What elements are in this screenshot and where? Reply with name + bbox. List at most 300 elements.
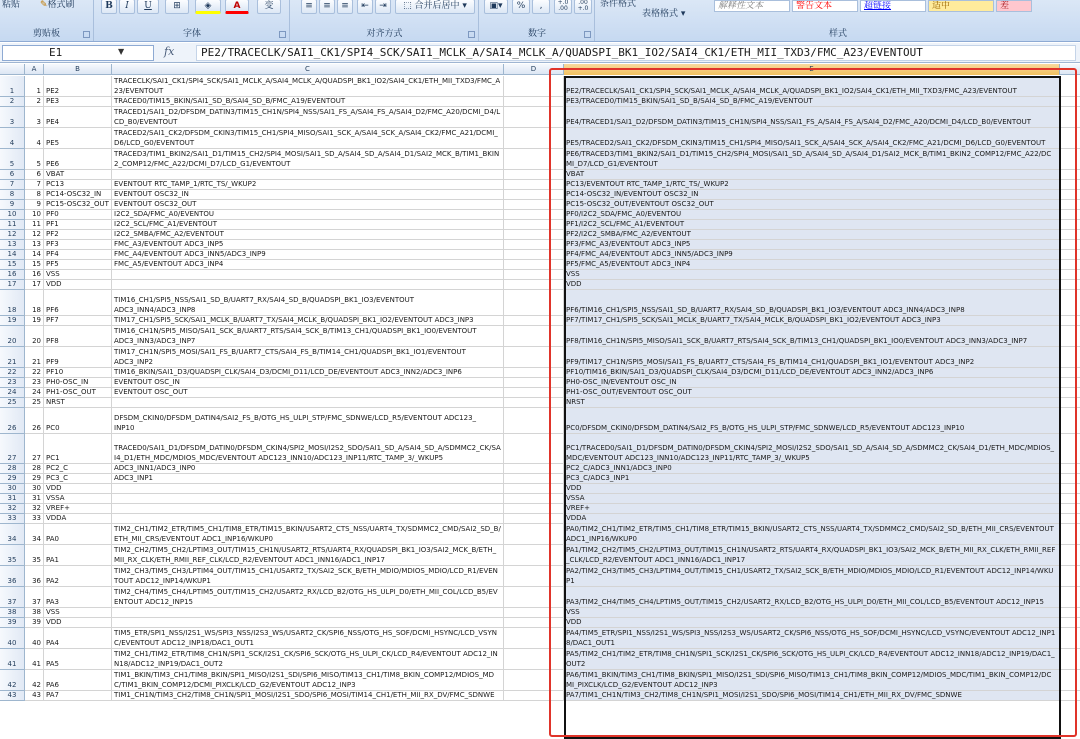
cell-e[interactable]: PA2/TIM2_CH3/TIM5_CH3/LPTIM4_OUT/TIM15_CH1/USART2_TX/SAI2_SCK_B/ETH_MDIO/MDIOS_MDIO/LCD_R1/EVENTOUT ADC12_INP14/WKUP1 [564,566,1060,587]
row-header[interactable]: 18 [0,290,25,316]
style-neutral[interactable]: 适中 [928,0,994,12]
row-header[interactable]: 23 [0,378,25,388]
alignment-launcher-icon[interactable] [468,31,475,38]
cell-b[interactable]: VDD [44,484,112,494]
cell-f[interactable] [1060,484,1080,494]
cell-a[interactable]: 37 [25,587,44,608]
cell-b[interactable]: NRST [44,398,112,408]
cell-d[interactable] [504,608,564,618]
number-launcher-icon[interactable] [584,31,591,38]
cell-d[interactable] [504,494,564,504]
cell-b[interactable]: PH1-OSC_OUT [44,388,112,398]
increase-decimal-button[interactable]: +.0 .00 [554,0,572,14]
row-header[interactable]: 21 [0,347,25,368]
cell-a[interactable]: 26 [25,408,44,434]
cell-c[interactable] [112,170,504,180]
cell-f[interactable] [1060,230,1080,240]
cell-e[interactable]: PC3_C/ADC3_INP1 [564,474,1060,484]
cell-e[interactable]: PF2/I2C2_SMBA/FMC_A2/EVENTOUT [564,230,1060,240]
cell-e[interactable]: PC13/EVENTOUT RTC_TAMP_1/RTC_TS/_WKUP2 [564,180,1060,190]
name-box[interactable]: E1 [2,45,154,61]
cell-c[interactable]: FMC_A5/EVENTOUT ADC3_INP4 [112,260,504,270]
cell-b[interactable]: PA5 [44,649,112,670]
cell-b[interactable]: PF7 [44,316,112,326]
cell-f[interactable] [1060,608,1080,618]
cell-a[interactable]: 16 [25,270,44,280]
cell-d[interactable] [504,368,564,378]
cell-d[interactable] [504,474,564,484]
cell-f[interactable] [1060,474,1080,484]
row-header[interactable]: 41 [0,649,25,670]
cell-b[interactable]: PE4 [44,107,112,128]
cell-a[interactable]: 15 [25,260,44,270]
cell-a[interactable]: 4 [25,128,44,149]
cell-c[interactable]: TIM2_CH2/TIM5_CH2/LPTIM3_OUT/TIM15_CH1N/USART2_RTS/UART4_RX/QUADSPI_BK1_IO3/SAI2_MCK_B/ETH_MII_RX_CLK/ETH_RMII_REF_CLK/LCD_R2/EVENTOUT ADC1_INN16/ADC1_INP17 [112,545,504,566]
row-header[interactable]: 16 [0,270,25,280]
cell-f[interactable] [1060,200,1080,210]
cell-b[interactable]: PA0 [44,524,112,545]
cell-d[interactable] [504,270,564,280]
formula-input[interactable]: PE2/TRACECLK/SAI1_CK1/SPI4_SCK/SAI1_MCLK_A/SAI4_MCLK_A/QUADSPI_BK1_IO2/SAI4_CK1/ETH_MII_TXD3/FMC_A23/EVENTOUT [196,45,1076,61]
cell-d[interactable] [504,504,564,514]
clipboard-launcher-icon[interactable] [83,31,90,38]
cell-f[interactable] [1060,504,1080,514]
decrease-decimal-button[interactable]: .00 +.0 [574,0,592,14]
cell-e[interactable]: PE2/TRACECLK/SAI1_CK1/SPI4_SCK/SAI1_MCLK_A/SAI4_MCLK_A/QUADSPI_BK1_IO2/SAI4_CK1/ETH_MII_TXD3/FMC_A23/EVENTOUT [564,76,1060,97]
cell-a[interactable]: 24 [25,388,44,398]
align-center-button[interactable] [319,0,335,14]
cell-a[interactable]: 32 [25,504,44,514]
cell-e[interactable]: VDD [564,280,1060,290]
cell-a[interactable]: 11 [25,220,44,230]
cell-e[interactable]: VDD [564,484,1060,494]
cell-d[interactable] [504,691,564,701]
cell-b[interactable]: PA6 [44,670,112,691]
cell-b[interactable]: VSS [44,608,112,618]
cell-f[interactable] [1060,240,1080,250]
cell-c[interactable] [112,280,504,290]
cell-e[interactable]: VREF+ [564,504,1060,514]
cell-c[interactable] [112,484,504,494]
cell-f[interactable] [1060,326,1080,347]
cell-e[interactable]: PA6/TIM1_BKIN/TIM3_CH1/TIM8_BKIN/SPI1_MISO/I2S1_SDI/SPI6_MISO/TIM13_CH1/TIM8_BKIN_COMP12/MDIOS_MDC/TIM1_BKIN_COMP12/DCMI_PIXCLK/LCD_G2/EVENTOUT ADC12_INP3 [564,670,1060,691]
currency-button[interactable] [484,0,508,14]
cell-f[interactable] [1060,190,1080,200]
cell-c[interactable]: TIM1_CH1N/TIM3_CH2/TIM8_CH1N/SPI1_MOSI/I2S1_SDO/SPI6_MOSI/TIM14_CH1/ETH_MII_RX_DV/FMC_SDNWE [112,691,504,701]
cell-a[interactable]: 2 [25,97,44,107]
cell-c[interactable]: EVENTOUT OSC_IN [112,378,504,388]
cell-a[interactable]: 23 [25,378,44,388]
cell-e[interactable]: VSS [564,270,1060,280]
paste-button[interactable]: 粘贴 [2,0,21,10]
cell-c[interactable]: TRACED1/SAI1_D2/DFSDM_DATIN3/TIM15_CH1N/SPI4_NSS/SAI1_FS_A/SAI4_FS_A/SAI4_D2/FMC_A20/DCMI_D4/LCD_B0/EVENTOUT [112,107,504,128]
cell-a[interactable]: 9 [25,200,44,210]
align-right-button[interactable] [337,0,353,14]
format-painter-button[interactable]: ✎格式刷 [40,0,75,10]
cell-c[interactable]: TIM16_BKIN/SAI1_D3/QUADSPI_CLK/SAI4_D3/DCMI_D11/LCD_DE/EVENTOUT ADC3_INN2/ADC3_INP6 [112,368,504,378]
cell-a[interactable]: 25 [25,398,44,408]
cell-f[interactable] [1060,649,1080,670]
row-header[interactable]: 9 [0,200,25,210]
cell-a[interactable]: 40 [25,628,44,649]
column-header-b[interactable]: B [44,64,112,75]
cell-c[interactable]: TIM2_CH3/TIM5_CH3/LPTIM4_OUT/TIM15_CH1/USART2_TX/SAI2_SCK_B/ETH_MDIO/MDIOS_MDIO/LCD_R1/EVENTOUT ADC12_INP14/WKUP1 [112,566,504,587]
cell-b[interactable]: PF2 [44,230,112,240]
cell-d[interactable] [504,128,564,149]
row-header[interactable]: 20 [0,326,25,347]
cell-f[interactable] [1060,494,1080,504]
style-link[interactable]: 超链接 [860,0,926,12]
style-explanatory[interactable]: 解释性文本 [714,0,790,12]
cell-d[interactable] [504,170,564,180]
cell-e[interactable]: PF0/I2C2_SDA/FMC_A0/EVENTOU [564,210,1060,220]
cell-e[interactable]: PC14-OSC32_IN/EVENTOUT OSC32_IN [564,190,1060,200]
cell-b[interactable]: PF10 [44,368,112,378]
cell-b[interactable]: PF6 [44,290,112,316]
cell-e[interactable]: PF5/FMC_A5/EVENTOUT ADC3_INP4 [564,260,1060,270]
cell-d[interactable] [504,326,564,347]
row-header[interactable]: 6 [0,170,25,180]
cell-e[interactable]: VBAT [564,170,1060,180]
cell-b[interactable]: PA2 [44,566,112,587]
cell-f[interactable] [1060,378,1080,388]
select-all-corner[interactable] [0,64,25,75]
cell-b[interactable]: VSSA [44,494,112,504]
row-header[interactable]: 33 [0,514,25,524]
cell-a[interactable]: 7 [25,180,44,190]
row-header[interactable]: 39 [0,618,25,628]
cell-c[interactable]: TIM17_CH1N/SPI5_MOSI/SAI1_FS_B/UART7_CTS/SAI4_FS_B/TIM14_CH1/QUADSPI_BK1_IO1/EVENTOUT ADC3_INP2 [112,347,504,368]
cell-a[interactable]: 10 [25,210,44,220]
cell-d[interactable] [504,408,564,434]
cell-e[interactable]: PA0/TIM2_CH1/TIM2_ETR/TIM5_CH1/TIM8_ETR/TIM15_BKIN/USART2_CTS_NSS/UART4_TX/SDMMC2_CMD/SAI2_SD_B/ETH_MII_CRS/EVENTOUT ADC1_INP16/WKUP0 [564,524,1060,545]
cell-c[interactable]: EVENTOUT OSC32_OUT [112,200,504,210]
cell-f[interactable] [1060,170,1080,180]
bold-button[interactable]: B [101,0,117,14]
cell-d[interactable] [504,524,564,545]
cell-f[interactable] [1060,250,1080,260]
cell-d[interactable] [504,587,564,608]
cell-b[interactable]: PF3 [44,240,112,250]
cell-c[interactable]: TRACED0/TIM15_BKIN/SAI1_SD_B/SAI4_SD_B/FMC_A19/EVENTOUT [112,97,504,107]
cell-f[interactable] [1060,587,1080,608]
cell-c[interactable]: I2C2_SDA/FMC_A0/EVENTOU [112,210,504,220]
cell-c[interactable]: EVENTOUT RTC_TAMP_1/RTC_TS/_WKUP2 [112,180,504,190]
cell-b[interactable]: PH0-OSC_IN [44,378,112,388]
cell-c[interactable]: EVENTOUT OSC32_IN [112,190,504,200]
cell-f[interactable] [1060,260,1080,270]
row-header[interactable]: 2 [0,97,25,107]
cell-d[interactable] [504,484,564,494]
row-header[interactable]: 12 [0,230,25,240]
cell-f[interactable] [1060,628,1080,649]
cell-c[interactable]: I2C2_SMBA/FMC_A2/EVENTOUT [112,230,504,240]
cell-f[interactable] [1060,670,1080,691]
row-header[interactable]: 11 [0,220,25,230]
row-header[interactable]: 43 [0,691,25,701]
cell-c[interactable]: ADC3_INN1/ADC3_INP0 [112,464,504,474]
cell-c[interactable] [112,618,504,628]
row-header[interactable]: 15 [0,260,25,270]
cell-d[interactable] [504,464,564,474]
row-header[interactable]: 30 [0,484,25,494]
cell-b[interactable]: PC3_C [44,474,112,484]
cell-a[interactable]: 3 [25,107,44,128]
row-header[interactable]: 40 [0,628,25,649]
cell-a[interactable]: 41 [25,649,44,670]
cell-c[interactable]: TIM17_CH1/SPI5_SCK/SAI1_MCLK_B/UART7_TX/SAI4_MCLK_B/QUADSPI_BK1_IO2/EVENTOUT ADC3_INP3 [112,316,504,326]
cell-a[interactable]: 8 [25,190,44,200]
cell-b[interactable]: PF0 [44,210,112,220]
row-header[interactable]: 34 [0,524,25,545]
cell-f[interactable] [1060,524,1080,545]
cell-b[interactable]: VSS [44,270,112,280]
cell-a[interactable]: 19 [25,316,44,326]
cell-a[interactable]: 27 [25,434,44,464]
cell-a[interactable]: 30 [25,484,44,494]
cell-e[interactable]: PE4/TRACED1/SAI1_D2/DFSDM_DATIN3/TIM15_CH1N/SPI4_NSS/SAI1_FS_A/SAI4_FS_A/SAI4_D2/FMC_A20/DCMI_D4/LCD_B0/EVENTOUT [564,107,1060,128]
row-header[interactable]: 7 [0,180,25,190]
cell-d[interactable] [504,260,564,270]
cell-e[interactable]: PC15-OSC32_OUT/EVENTOUT OSC32_OUT [564,200,1060,210]
cell-c[interactable]: TIM16_CH1/SPI5_NSS/SAI1_SD_B/UART7_RX/SAI4_SD_B/QUADSPI_BK1_IO3/EVENTOUT ADC3_INN4/ADC3_INP8 [112,290,504,316]
cell-e[interactable]: VDD [564,618,1060,628]
cell-a[interactable]: 35 [25,545,44,566]
cell-a[interactable]: 29 [25,474,44,484]
row-header[interactable]: 1 [0,76,25,97]
row-header[interactable]: 4 [0,128,25,149]
row-header[interactable]: 37 [0,587,25,608]
cell-d[interactable] [504,628,564,649]
column-header-c[interactable]: C [112,64,504,75]
cell-c[interactable]: FMC_A3/EVENTOUT ADC3_INP5 [112,240,504,250]
cell-a[interactable]: 17 [25,280,44,290]
cell-c[interactable]: TIM16_CH1N/SPI5_MISO/SAI1_SCK_B/UART7_RTS/SAI4_SCK_B/TIM13_CH1/QUADSPI_BK1_IO0/EVENTOUT ADC3_INN3/ADC3_INP7 [112,326,504,347]
cell-a[interactable]: 1 [25,76,44,97]
column-header-a[interactable]: A [25,64,44,75]
cell-b[interactable]: PE3 [44,97,112,107]
cell-f[interactable] [1060,464,1080,474]
cell-f[interactable] [1060,107,1080,128]
cell-c[interactable]: TRACED2/SAI1_CK2/DFSDM_CKIN3/TIM15_CH1/SPI4_MISO/SAI1_SCK_A/SAI4_SCK_A/SAI4_CK2/FMC_A21/DCMI_D6/LCD_G0/EVENTOUT [112,128,504,149]
cell-e[interactable]: PE6/TRACED3/TIM1_BKIN2/SAI1_D1/TIM15_CH2/SPI4_MOSI/SAI1_SD_A/SAI4_SD_A/SAI4_D1/SAI2_MCK_B/TIM1_BKIN2_COMP12/FMC_A22/DCMI_D7/LCD_G1/EVENTOUT [564,149,1060,170]
cell-e[interactable]: PF10/TIM16_BKIN/SAI1_D3/QUADSPI_CLK/SAI4_D3/DCMI_D11/LCD_DE/EVENTOUT ADC3_INN2/ADC3_INP6 [564,368,1060,378]
table-format-button[interactable]: 表格格式 ▾ [642,9,686,19]
row-header[interactable]: 14 [0,250,25,260]
cell-a[interactable]: 36 [25,566,44,587]
chevron-down-icon[interactable]: ▼ [118,47,125,56]
cell-a[interactable]: 6 [25,170,44,180]
cell-a[interactable]: 5 [25,149,44,170]
cell-d[interactable] [504,76,564,97]
cell-c[interactable] [112,504,504,514]
cell-a[interactable]: 12 [25,230,44,240]
cell-b[interactable]: PA4 [44,628,112,649]
cell-d[interactable] [504,220,564,230]
cell-f[interactable] [1060,398,1080,408]
cell-f[interactable] [1060,368,1080,378]
row-header[interactable]: 32 [0,504,25,514]
cell-f[interactable] [1060,149,1080,170]
cell-f[interactable] [1060,180,1080,190]
cell-b[interactable]: VDD [44,280,112,290]
cell-c[interactable]: TIM2_CH1/TIM2_ETR/TIM8_CH1N/SPI1_SCK/I2S1_CK/SPI6_SCK/OTG_HS_ULPI_CK/LCD_R4/EVENTOUT ADC12_INN18/ADC12_INP19/DAC1_OUT2 [112,649,504,670]
fill-color-button[interactable] [195,0,221,14]
italic-button[interactable]: I [119,0,135,14]
row-header[interactable]: 10 [0,210,25,220]
increase-indent-button[interactable] [375,0,391,14]
cell-a[interactable]: 31 [25,494,44,504]
cell-e[interactable]: PF9/TIM17_CH1N/SPI5_MOSI/SAI1_FS_B/UART7_CTS/SAI4_FS_B/TIM14_CH1/QUADSPI_BK1_IO1/EVENTOUT ADC3_INP2 [564,347,1060,368]
cell-d[interactable] [504,240,564,250]
cell-e[interactable]: PH1-OSC_OUT/EVENTOUT OSC_OUT [564,388,1060,398]
font-color-button[interactable]: A [225,0,249,14]
cell-b[interactable]: PC14-OSC32_IN [44,190,112,200]
align-left-button[interactable] [301,0,317,14]
cell-d[interactable] [504,388,564,398]
cell-b[interactable]: PF1 [44,220,112,230]
font-launcher-icon[interactable] [279,31,286,38]
column-header-e[interactable]: E [564,64,1060,75]
cell-f[interactable] [1060,128,1080,149]
cell-c[interactable]: TIM5_ETR/SPI1_NSS/I2S1_WS/SPI3_NSS/I2S3_WS/USART2_CK/SPI6_NSS/OTG_HS_SOF/DCMI_HSYNC/LCD_VSYNC/EVENTOUT ADC12_INP18/DAC1_OUT1 [112,628,504,649]
cell-f[interactable] [1060,434,1080,464]
cell-e[interactable]: PA7/TIM1_CH1N/TIM3_CH2/TIM8_CH1N/SPI1_MOSI/I2S1_SDO/SPI6_MOSI/TIM14_CH1/ETH_MII_RX_DV/FMC_SDNWE [564,691,1060,701]
style-warning[interactable]: 警告文本 [792,0,858,12]
row-header[interactable]: 3 [0,107,25,128]
cell-b[interactable]: PC15-OSC32_OUT [44,200,112,210]
cell-c[interactable] [112,494,504,504]
cell-c[interactable]: TRACECLK/SAI1_CK1/SPI4_SCK/SAI1_MCLK_A/SAI4_MCLK_A/QUADSPI_BK1_IO2/SAI4_CK1/ETH_MII_TXD3/FMC_A23/EVENTOUT [112,76,504,97]
cell-a[interactable]: 39 [25,618,44,628]
cell-b[interactable]: PC0 [44,408,112,434]
cell-c[interactable]: ADC3_INP1 [112,474,504,484]
cell-b[interactable]: PC2_C [44,464,112,474]
cell-a[interactable]: 22 [25,368,44,378]
cell-e[interactable]: PA3/TIM2_CH4/TIM5_CH4/LPTIM5_OUT/TIM15_CH2/USART2_RX/LCD_B2/OTG_HS_ULPI_D0/ETH_MII_COL/LCD_B5/EVENTOUT ADC12_INP15 [564,587,1060,608]
cell-b[interactable]: PE5 [44,128,112,149]
row-header[interactable]: 5 [0,149,25,170]
cell-d[interactable] [504,190,564,200]
cell-d[interactable] [504,97,564,107]
border-button[interactable]: ⊞ [165,0,189,14]
cell-d[interactable] [504,149,564,170]
cell-f[interactable] [1060,566,1080,587]
cell-e[interactable]: VDDA [564,514,1060,524]
cell-b[interactable]: VDDA [44,514,112,524]
cell-e[interactable]: PC0/DFSDM_CKIN0/DFSDM_DATIN4/SAI2_FS_B/OTG_HS_ULPI_STP/FMC_SDNWE/LCD_R5/EVENTOUT ADC123_INP10 [564,408,1060,434]
cell-f[interactable] [1060,270,1080,280]
cell-d[interactable] [504,649,564,670]
row-header[interactable]: 25 [0,398,25,408]
row-header[interactable]: 35 [0,545,25,566]
cell-d[interactable] [504,398,564,408]
cell-f[interactable] [1060,97,1080,107]
comma-button[interactable]: , [532,0,550,14]
cell-b[interactable]: PF9 [44,347,112,368]
cell-b[interactable]: PA7 [44,691,112,701]
cell-e[interactable]: PF6/TIM16_CH1/SPI5_NSS/SAI1_SD_B/UART7_RX/SAI4_SD_B/QUADSPI_BK1_IO3/EVENTOUT ADC3_INN4/ADC3_INP8 [564,290,1060,316]
cell-a[interactable]: 38 [25,608,44,618]
cell-d[interactable] [504,545,564,566]
cell-e[interactable]: PH0-OSC_IN/EVENTOUT OSC_IN [564,378,1060,388]
cell-e[interactable]: PA1/TIM2_CH2/TIM5_CH2/LPTIM3_OUT/TIM15_CH1N/USART2_RTS/UART4_RX/QUADSPI_BK1_IO3/SAI2_MCK_B/ETH_MII_RX_CLK/ETH_RMII_REF_CLK/LCD_R2/EVENTOUT ADC1_INN16/ADC1_INP17 [564,545,1060,566]
cell-a[interactable]: 14 [25,250,44,260]
cell-d[interactable] [504,230,564,240]
row-header[interactable]: 19 [0,316,25,326]
cell-e[interactable]: PC1/TRACED0/SAI1_D1/DFSDM_DATIN0/DFSDM_CKIN4/SPI2_MOSI/I2S2_SDO/SAI1_SD_A/SAI4_SD_A/SDMMC2_CK/SAI4_D1/ETH_MDC/MDIOS_MDC/EVENTOUT ADC123_INN10/ADC123_INP11/RTC_TAMP_3/_WKUP5 [564,434,1060,464]
cell-c[interactable] [112,514,504,524]
cell-e[interactable]: PA5/TIM2_CH1/TIM2_ETR/TIM8_CH1N/SPI1_SCK/I2S1_CK/SPI6_SCK/OTG_HS_ULPI_CK/LCD_R4/EVENTOUT ADC12_INN18/ADC12_INP19/DAC1_OUT2 [564,649,1060,670]
cell-e[interactable]: PE5/TRACED2/SAI1_CK2/DFSDM_CKIN3/TIM15_CH1/SPI4_MISO/SAI1_SCK_A/SAI4_SCK_A/SAI4_CK2/FMC_A21/DCMI_D6/LCD_G0/EVENTOUT [564,128,1060,149]
cell-c[interactable]: TIM2_CH1/TIM2_ETR/TIM5_CH1/TIM8_ETR/TIM15_BKIN/USART2_CTS_NSS/UART4_TX/SDMMC2_CMD/SAI2_SD_B/ETH_MII_CRS/EVENTOUT ADC1_INP16/WKUP0 [112,524,504,545]
cell-d[interactable] [504,514,564,524]
cell-d[interactable] [504,290,564,316]
cell-a[interactable]: 43 [25,691,44,701]
cell-c[interactable]: TIM1_BKIN/TIM3_CH1/TIM8_BKIN/SPI1_MISO/I2S1_SDI/SPI6_MISO/TIM13_CH1/TIM8_BKIN_COMP12/MDIOS_MDC/TIM1_BKIN_COMP12/DCMI_PIXCLK/LCD_G2/EVENTOUT ADC12_INP3 [112,670,504,691]
row-header[interactable]: 24 [0,388,25,398]
cell-b[interactable]: PA3 [44,587,112,608]
style-bad[interactable]: 差 [996,0,1032,12]
row-header[interactable]: 13 [0,240,25,250]
cell-a[interactable]: 20 [25,326,44,347]
cell-d[interactable] [504,670,564,691]
cell-a[interactable]: 34 [25,524,44,545]
cell-d[interactable] [504,316,564,326]
cell-e[interactable]: PF1/I2C2_SCL/FMC_A1/EVENTOUT [564,220,1060,230]
cell-c[interactable]: EVENTOUT OSC_OUT [112,388,504,398]
column-header-d[interactable]: D [504,64,564,75]
cell-a[interactable]: 42 [25,670,44,691]
cell-f[interactable] [1060,316,1080,326]
row-header[interactable]: 26 [0,408,25,434]
wen-button[interactable]: 变 [257,0,281,14]
cell-b[interactable]: PF5 [44,260,112,270]
cell-a[interactable]: 18 [25,290,44,316]
percent-button[interactable]: % [512,0,530,14]
row-header[interactable]: 8 [0,190,25,200]
row-header[interactable]: 17 [0,280,25,290]
cell-d[interactable] [504,566,564,587]
cell-c[interactable]: TRACED3/TIM1_BKIN2/SAI1_D1/TIM15_CH2/SPI4_MOSI/SAI1_SD_A/SAI4_SD_A/SAI4_D1/SAI2_MCK_B/TIM1_BKIN2_COMP12/FMC_A22/DCMI_D7/LCD_G1/EVENTOUT [112,149,504,170]
cell-d[interactable] [504,347,564,368]
row-header[interactable]: 31 [0,494,25,504]
merge-center-button[interactable]: ⬚ 合并后居中 ▾ [395,0,475,14]
cell-e[interactable]: NRST [564,398,1060,408]
row-header[interactable]: 22 [0,368,25,378]
cell-e[interactable]: PE3/TRACED0/TIM15_BKIN/SAI1_SD_B/SAI4_SD_B/FMC_A19/EVENTOUT [564,97,1060,107]
cell-e[interactable]: PF7/TIM17_CH1/SPI5_SCK/SAI1_MCLK_B/UART7_TX/SAI4_MCLK_B/QUADSPI_BK1_IO2/EVENTOUT ADC3_INP3 [564,316,1060,326]
cell-b[interactable]: VBAT [44,170,112,180]
cell-f[interactable] [1060,220,1080,230]
cell-c[interactable]: DFSDM_CKIN0/DFSDM_DATIN4/SAI2_FS_B/OTG_HS_ULPI_STP/FMC_SDNWE/LCD_R5/EVENTOUT ADC123_ INP10 [112,408,504,434]
cell-f[interactable] [1060,290,1080,316]
cell-c[interactable] [112,608,504,618]
cell-f[interactable] [1060,514,1080,524]
row-header[interactable]: 27 [0,434,25,464]
cell-d[interactable] [504,250,564,260]
cell-c[interactable]: FMC_A4/EVENTOUT ADC3_INN5/ADC3_INP9 [112,250,504,260]
row-header[interactable]: 36 [0,566,25,587]
cell-b[interactable]: PF8 [44,326,112,347]
row-header[interactable]: 38 [0,608,25,618]
underline-button[interactable]: U [137,0,159,14]
cell-e[interactable]: PC2_C/ADC3_INN1/ADC3_INP0 [564,464,1060,474]
cell-b[interactable]: PA1 [44,545,112,566]
cell-a[interactable]: 33 [25,514,44,524]
cell-d[interactable] [504,200,564,210]
cell-b[interactable]: PC1 [44,434,112,464]
